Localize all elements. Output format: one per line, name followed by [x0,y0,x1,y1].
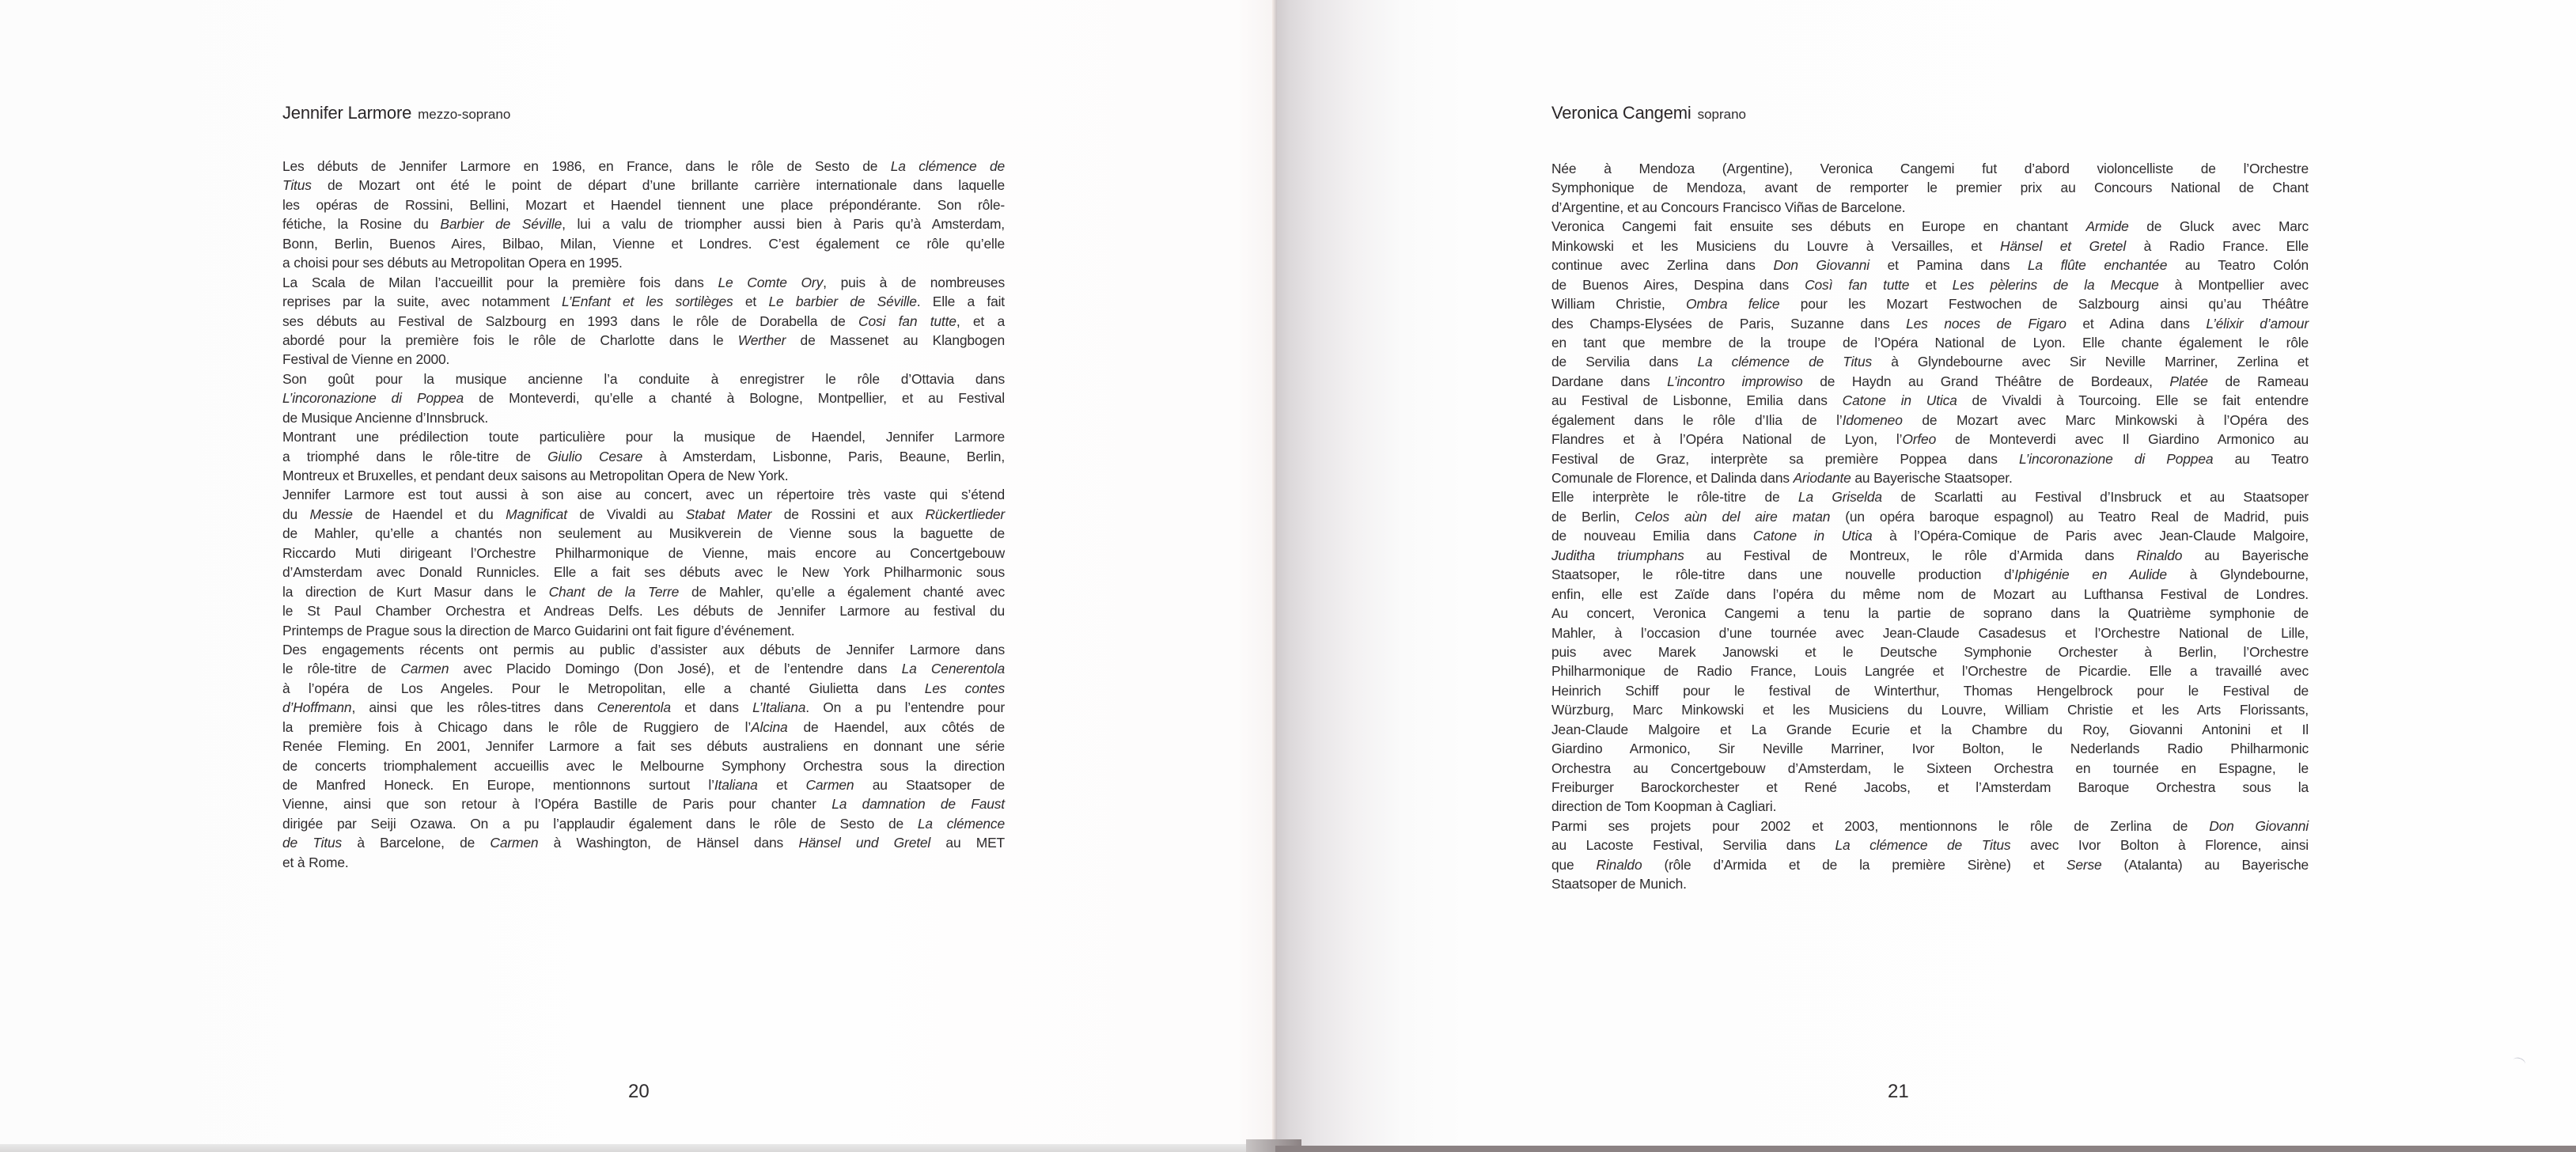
work-title: Les pèlerins de la Mecque [1952,276,2159,293]
text-run: au MET [930,835,1005,851]
text-run: Symphonique de Mendoza, avant de remporter le premier prix au Concours National de Chant [1551,180,2309,196]
text-line [282,292,1005,311]
text-run: au Teatro Colón [2167,257,2309,274]
voice-type: mezzo-soprano [418,107,511,122]
text-run: Printemps de Prague sous la direction de Marco Guidarini ont fait figure d’événement. [282,622,795,639]
text-run: de concerts triomphalement accueillis avec le Melbourne Symphony Orchestra sous la direction [282,757,1005,774]
text-run: . On a pu l’entendre pour [805,699,1005,716]
work-title: Cenerentola [597,699,671,716]
text-run: Renée Fleming. En 2001, Jennifer Larmore a fait ses débuts australiens en donnant une série [282,738,1005,755]
text-run: Jean-Claude Malgoire et La Grande Ecurie et la Chambre du Roy, Giovanni Antonini et Il [1551,721,2309,737]
work-title: La clémence de Titus [1697,354,1873,370]
work-title: L’incoronazione di Poppea [2019,450,2214,467]
text-line [1551,759,2309,778]
text-run: la première fois à Chicago dans le rôle de Ruggiero de l’ [282,718,752,735]
text-run: Festival de Vienne en 2000. [282,351,450,368]
text-line [282,234,1005,253]
text-run: Montreux et Bruxelles, et pendant deux saisons au Metropolitan Opera de New York. [282,468,789,483]
text-line [282,679,1005,698]
text-run: que [1551,856,1597,873]
work-title: Celos aùn del aire matan [1635,508,1831,525]
work-title: Carmen [490,835,539,851]
text-line [1551,855,2309,874]
text-run: avec Placido Domingo (Don José), et de l’entendre dans [449,661,902,677]
text-run: la direction de Kurt Masur dans le [282,583,549,600]
text-line [1551,178,2309,197]
right-heading [1551,98,2309,128]
text-run: de Manfred Honeck. En Europe, mentionnons surtout l’ [282,777,714,793]
work-title: Catone in Utica [1752,528,1873,544]
text-run: Bonn, Berlin, Buenos Aires, Bilbao, Milan, Vienne et Londres. C’est également ce rôle qu’elle [282,235,1005,252]
text-run: au Teatro [2213,450,2309,467]
text-run: de Musique Ancienne d’Innsbruck. [282,409,489,426]
text-run: et Pamina dans [1869,257,2028,274]
text-line [282,466,1005,485]
text-line [1551,623,2309,642]
text-line [282,427,1005,446]
page-number: 21 [1888,1081,1909,1102]
text-line [282,524,1005,543]
work-title: Ariodante [1793,470,1851,486]
work-title: L’Enfant et les sortilèges [562,294,733,310]
work-title: Rinaldo [2136,547,2183,563]
text-run: Les débuts de Jennifer Larmore en 1986, en France, dans le rôle de Sesto de [282,158,891,174]
text-line [1551,778,2309,797]
text-run: Festival de Graz, interprète sa première Poppea dans [1551,450,2019,467]
text-line [282,447,1005,466]
text-line [1551,836,2309,855]
work-title: Stabat Mater [685,506,772,522]
text-run: Parmi ses projets pour 2002 et 2003, mentionnons le rôle de Zerlina de [1551,817,2210,834]
page-number: 20 [628,1081,650,1102]
work-title: La clémence de Titus [1835,837,2011,854]
text-run: Staatsoper de Munich. [1551,876,1687,892]
work-title: Carmen [805,777,854,793]
text-run: Vienne, ainsi que son retour à l’Opéra Bastille de Paris pour chanter [282,796,832,813]
text-line [1551,237,2309,256]
text-run: Freiburger Barockorchester et René Jacobs, et l’Amsterdam Baroque Orchestra sous la [1551,779,2309,795]
work-title: L’incoronazione di Poppea [282,390,464,407]
text-run: et [757,777,806,793]
work-title: La damnation de Faust [832,796,1005,813]
text-line [282,756,1005,775]
work-title: Don Giovanni [2209,817,2309,834]
work-title: Le barbier de Séville [768,294,917,310]
work-title: La Griselda [1798,489,1882,506]
text-run: de Haendel et du [352,506,506,522]
text-line [282,176,1005,195]
text-run: au Festival de Montreux, le rôle d’Armida dans [1684,547,2137,563]
right-column [1551,98,2309,894]
text-run: de Rameau [2207,373,2309,389]
text-line [282,350,1005,369]
text-run: du [282,506,310,522]
text-run: de Vivaldi à Tourcoing. Elle se fait entendre [1957,392,2309,409]
text-run: à l’opéra de Los Angeles. Pour le Metropolitan, elle a chanté Giulietta dans [282,680,925,696]
text-line [1551,487,2309,506]
work-title: Messie [309,506,353,522]
text-run: La Scala de Milan l’accueillit pour la première fois dans [282,274,718,290]
text-line [282,195,1005,214]
text-line [1551,546,2309,565]
work-title: L’élixir d’amour [2206,315,2309,332]
text-run: dirigée par Seiji Ozawa. On a pu l’applaudir également dans le rôle de Sesto de [282,815,918,832]
text-run: à Glyndebourne, [2166,567,2309,583]
work-title: Catone in Utica [1842,392,1957,409]
text-run: Flandres et à l’Opéra National de Lyon, l’ [1551,431,1903,448]
text-line [282,659,1005,678]
work-title: Iphigénie en Aulide [2014,567,2167,583]
text-run: puis avec Marek Janowski et le Deutsche Symphonie Orchester à Berlin, l’Orchestre [1551,643,2309,660]
work-title: Italiana [714,777,758,793]
text-line [282,388,1005,407]
text-line [1551,526,2309,545]
text-run: d’Amsterdam avec Donald Runnicles. Elle a fait ses débuts avec le New York Philharmonic sous [282,564,1005,581]
work-title: Rinaldo [1596,856,1642,873]
text-run: de Mahler, qu’elle a chantés non seulement au Musikverein de Vienne sous la baguette de [282,525,1005,542]
text-run: de Buenos Aires, Despina dans [1551,276,1805,293]
work-title: Titus [282,177,312,194]
work-title: Alcina [751,718,788,735]
text-line [1551,430,2309,449]
text-run: William Christie, [1551,296,1687,313]
work-title: La flûte enchantée [2027,257,2168,274]
text-run: et [733,294,769,310]
text-run: reprises par la suite, avec notamment [282,294,563,310]
text-run: , ainsi que les rôles-titres dans [351,699,597,716]
text-run: également dans le rôle d’Ilia de l’ [1551,411,1843,428]
work-title: La clémence [917,815,1005,832]
text-run: Riccardo Muti dirigeant l’Orchestre Philharmonique de Vienne, mais encore au Concertgebouw [282,544,1005,561]
text-run: Des engagements récents ont permis au public d’assister aux débuts de Jennifer Larmore dans [282,641,1005,657]
left-column [282,98,1005,872]
work-title: La clémence de [890,158,1005,174]
text-run: Philharmonique de Radio France, Louis Langrée et l’Orchestre de Picardie. Elle a travaillé avec [1551,663,2309,680]
text-run: à l’Opéra-Comique de Paris avec Jean-Claude Malgoire, [1872,528,2309,544]
page-edge [0,1144,1275,1152]
text-line [1551,739,2309,758]
text-run: et [1909,276,1953,293]
text-run: Würzburg, Marc Minkowski et les Musiciens du Louvre, William Christie et les Arts Florissants, [1551,702,2309,718]
text-line [1551,256,2309,275]
text-line [1551,449,2309,468]
work-title: Orfeo [1902,431,1937,448]
text-line [282,640,1005,659]
text-run: de Mozart ont été le point de départ d’une brillante carrière internationale dans laquelle [311,177,1005,194]
text-line [1551,314,2309,333]
text-line [1551,565,2309,584]
work-title: Barbier de Séville [440,216,563,233]
text-run: Orchestra au Concertgebouw d’Amsterdam, le Sixteen Orchestra en tournée en Espagne, le [1551,760,2309,776]
text-run: continue avec Zerlina dans [1551,257,1774,274]
work-title: Cosi fan tutte [858,313,957,329]
text-run: , puis à de nombreuses [823,274,1005,290]
text-run: a triomphé dans le rôle-titre de [282,448,548,464]
work-title: L’Italiana [752,699,806,716]
work-title: Idomeneo [1842,411,1903,428]
text-line [282,505,1005,524]
text-run: Minkowski et les Musiciens du Louvre à Versailles, et [1551,237,2000,254]
text-run: de Monteverdi, qu’elle a chanté à Bologne, Montpellier, et au Festival [464,390,1005,407]
text-line [282,563,1005,582]
left-heading [282,98,1005,128]
text-run: Son goût pour la musique ancienne l’a conduite à enregistrer le rôle d’Ottavia dans [282,370,1005,387]
text-line [282,775,1005,794]
text-run: Elle interprète le rôle-titre de [1551,489,1798,506]
text-run: à Radio France. Elle [2126,237,2309,254]
text-line [1551,352,2309,371]
text-line [1551,681,2309,700]
text-run: au Festival de Lisbonne, Emilia dans [1551,392,1843,409]
text-run: Montrant une prédilection toute particulière pour la musique de Haendel, Jennifer Larmore [282,429,1005,445]
text-line [1551,797,2309,816]
text-line [282,544,1005,563]
text-run: de Haendel, aux côtés de [787,718,1005,735]
text-run: et à Rome. [282,854,349,870]
text-run: en tant que membre de la troupe de l’Opéra National de Lyon. Elle chante également le rôle [1551,334,2309,351]
work-title: Carmen [400,661,449,677]
text-run: à Barcelone, de [342,835,491,851]
text-run: pour les Mozart Festwochen de Salzbourg ainsi qu’au Théâtre [1779,296,2309,313]
text-line [1551,720,2309,739]
text-run: Jennifer Larmore est tout aussi à son aise au concert, avec un répertoire très vaste qui s’étend [282,487,1005,503]
text-run: enfin, elle est Zaïde dans l’opéra du même nom de Mozart au Lufthansa Festival de Londres. [1551,585,2309,602]
text-line [1551,817,2309,836]
text-run: avec Ivor Bolton à Florence, ainsi [2010,837,2309,854]
artist-name: Jennifer Larmore [282,103,412,123]
book-gutter [1272,0,1277,1146]
text-run: de Rossini et aux [771,506,926,522]
text-run: de Berlin, [1551,508,1635,525]
text-run: d’Argentine, et au Concours Francisco Viñas de Barcelone. [1551,199,1906,215]
work-title: La Cenerentola [901,661,1005,677]
text-line [1551,411,2309,430]
text-line [282,253,1005,272]
left-page [0,0,1275,1146]
text-run: Giardino Armonico, Sir Neville Marriner, Ivor Bolton, le Nederlands Radio Philharmonic [1551,741,2309,757]
text-line [1551,661,2309,680]
work-title: Così fan tutte [1805,276,1910,293]
text-line [1551,468,2309,487]
text-run: de Vivaldi au [566,506,686,522]
text-line [282,331,1005,350]
biography-text [282,157,1005,872]
text-run: , et a [956,313,1005,329]
text-line [1551,159,2309,178]
text-run: les opéras de Rossini, Bellini, Mozart et Haendel tiennent une place prépondérante. Son rôle- [282,196,1005,213]
text-run: Dardane dans [1551,373,1668,389]
text-run: . Elle a fait [916,294,1005,310]
text-line [282,833,1005,852]
text-run: de nouveau Emilia dans [1551,528,1753,544]
work-title: Le Comte Ory [718,274,824,290]
text-line [1551,585,2309,604]
text-run: au Bayerische Staatsoper. [1851,470,2013,486]
text-run: et dans [670,699,753,716]
text-line [282,369,1005,388]
text-run: fétiche, la Rosine du [282,216,441,233]
text-run: à Glyndebourne avec Sir Neville Marriner, Zerlina et [1872,354,2309,370]
work-title: Platée [2169,373,2208,389]
text-run: direction de Tom Koopman à Cagliari. [1551,798,1777,815]
text-line [282,485,1005,504]
text-line [282,737,1005,756]
text-run: de Mahler, qu’elle a également chanté avec [679,583,1005,600]
page-edge [1275,1146,2576,1152]
text-run: de Servilia dans [1551,354,1698,370]
work-title: Werther [737,332,786,348]
text-run: le St Paul Chamber Orchestra et Andreas Delfs. Les débuts de Jennifer Larmore au festival du [282,603,1005,620]
text-run: Mahler, à l’occasion d’une tournée avec Jean-Claude Casadesus et l’Orchestre National de Lille, [1551,624,2309,641]
text-run: le rôle-titre de [282,661,401,677]
voice-type: soprano [1697,107,1747,122]
text-line [282,621,1005,640]
text-line [1551,507,2309,526]
text-run: de Monteverdi avec Il Giardino Armonico au [1936,431,2309,448]
text-run: Comunale de Florence, et Dalinda dans [1551,470,1794,486]
text-run: au Lacoste Festival, Servilia dans [1551,837,1835,854]
text-line [1551,642,2309,661]
work-title: Ombra felice [1686,296,1780,313]
text-line [282,718,1005,737]
text-run: des Champs-Elysées de Paris, Suzanne dans [1551,315,1907,332]
work-title: Hänsel und Gretel [798,835,931,851]
work-title: Juditha triumphans [1551,547,1684,563]
text-run: de Mozart avec Marc Minkowski à l’Opéra des [1902,411,2309,428]
text-line [1551,198,2309,217]
work-title: Chant de la Terre [548,583,680,600]
work-title: Hänsel et Gretel [1999,237,2127,254]
text-line [1551,294,2309,313]
text-run: Staatsoper, le rôle-titre dans une nouvelle production d’ [1551,567,2015,583]
text-run: Au concert, Veronica Cangemi a tenu la partie de soprano dans la Quatrième symphonie de [1551,605,2309,622]
work-title: Les contes [924,680,1006,696]
artist-name: Veronica Cangemi [1551,103,1691,123]
work-title: Don Giovanni [1773,257,1869,274]
text-line [1551,874,2309,893]
text-line [1551,391,2309,410]
text-line [282,698,1005,717]
text-line [1551,372,2309,391]
text-run: abordé pour la première fois le rôle de Charlotte dans le [282,332,738,348]
text-run: (Atalanta) au Bayerische [2101,856,2309,873]
text-run: (un opéra baroque espagnol) au Teatro Real de Madrid, puis [1830,508,2309,525]
text-line [282,273,1005,292]
text-run: de Gluck avec Marc [2128,218,2309,235]
text-run: au Bayerische [2182,547,2309,563]
text-line [1551,275,2309,294]
work-title: Armide [2085,218,2129,235]
text-line [282,601,1005,620]
work-title: Magnificat [506,506,567,522]
text-line [282,312,1005,331]
text-line [282,794,1005,813]
text-run: (rôle d’Armida et de la première Sirène) et [1642,856,2066,873]
text-run: au Staatsoper de [854,777,1005,793]
text-run: et Adina dans [2066,315,2207,332]
work-title: d’Hoffmann [282,699,352,716]
text-line [282,814,1005,833]
text-run: , lui a valu de triompher aussi bien à Paris qu’à Amsterdam, [562,216,1005,233]
text-line [1551,217,2309,236]
text-line [282,853,1005,872]
text-line [282,157,1005,176]
text-run: ses débuts au Festival de Salzbourg en 1993 dans le rôle de Dorabella de [282,313,859,329]
work-title: Serse [2066,856,2102,873]
text-line [1551,604,2309,623]
text-line [1551,333,2309,352]
text-run: à Amsterdam, Lisbonne, Paris, Beaune, Berlin, [642,448,1006,464]
work-title: Les noces de Figaro [1906,315,2066,332]
work-title: de Titus [282,835,343,851]
text-line [1551,700,2309,719]
text-run: Veronica Cangemi fait ensuite ses débuts en Europe en chantant [1551,218,2086,235]
text-run: Née à Mendoza (Argentine), Veronica Cangemi fut d’abord violoncelliste de l’Orchestre [1551,161,2309,176]
text-run: à Washington, de Hänsel dans [538,835,799,851]
text-line [282,408,1005,427]
text-run: à Montpellier avec [2158,276,2309,293]
text-run: de Haydn au Grand Théâtre de Bordeaux, [1802,373,2170,389]
biography-text [1551,159,2309,894]
work-title: Giulio Cesare [547,448,643,464]
text-line [282,582,1005,601]
text-run: Heinrich Schiff pour le festival de Winterthur, Thomas Hengelbrock pour le Festival de [1551,682,2309,699]
text-line [282,214,1005,233]
work-title: L’incontro improwiso [1667,373,1803,389]
text-run: de Massenet au Klangbogen [786,332,1005,348]
work-title: Rückertlieder [925,506,1006,522]
text-run: a choisi pour ses débuts au Metropolitan Opera en 1995. [282,255,623,271]
text-run: de Scarlatti au Festival d’Insbruck et au Staatsoper [1881,489,2309,506]
